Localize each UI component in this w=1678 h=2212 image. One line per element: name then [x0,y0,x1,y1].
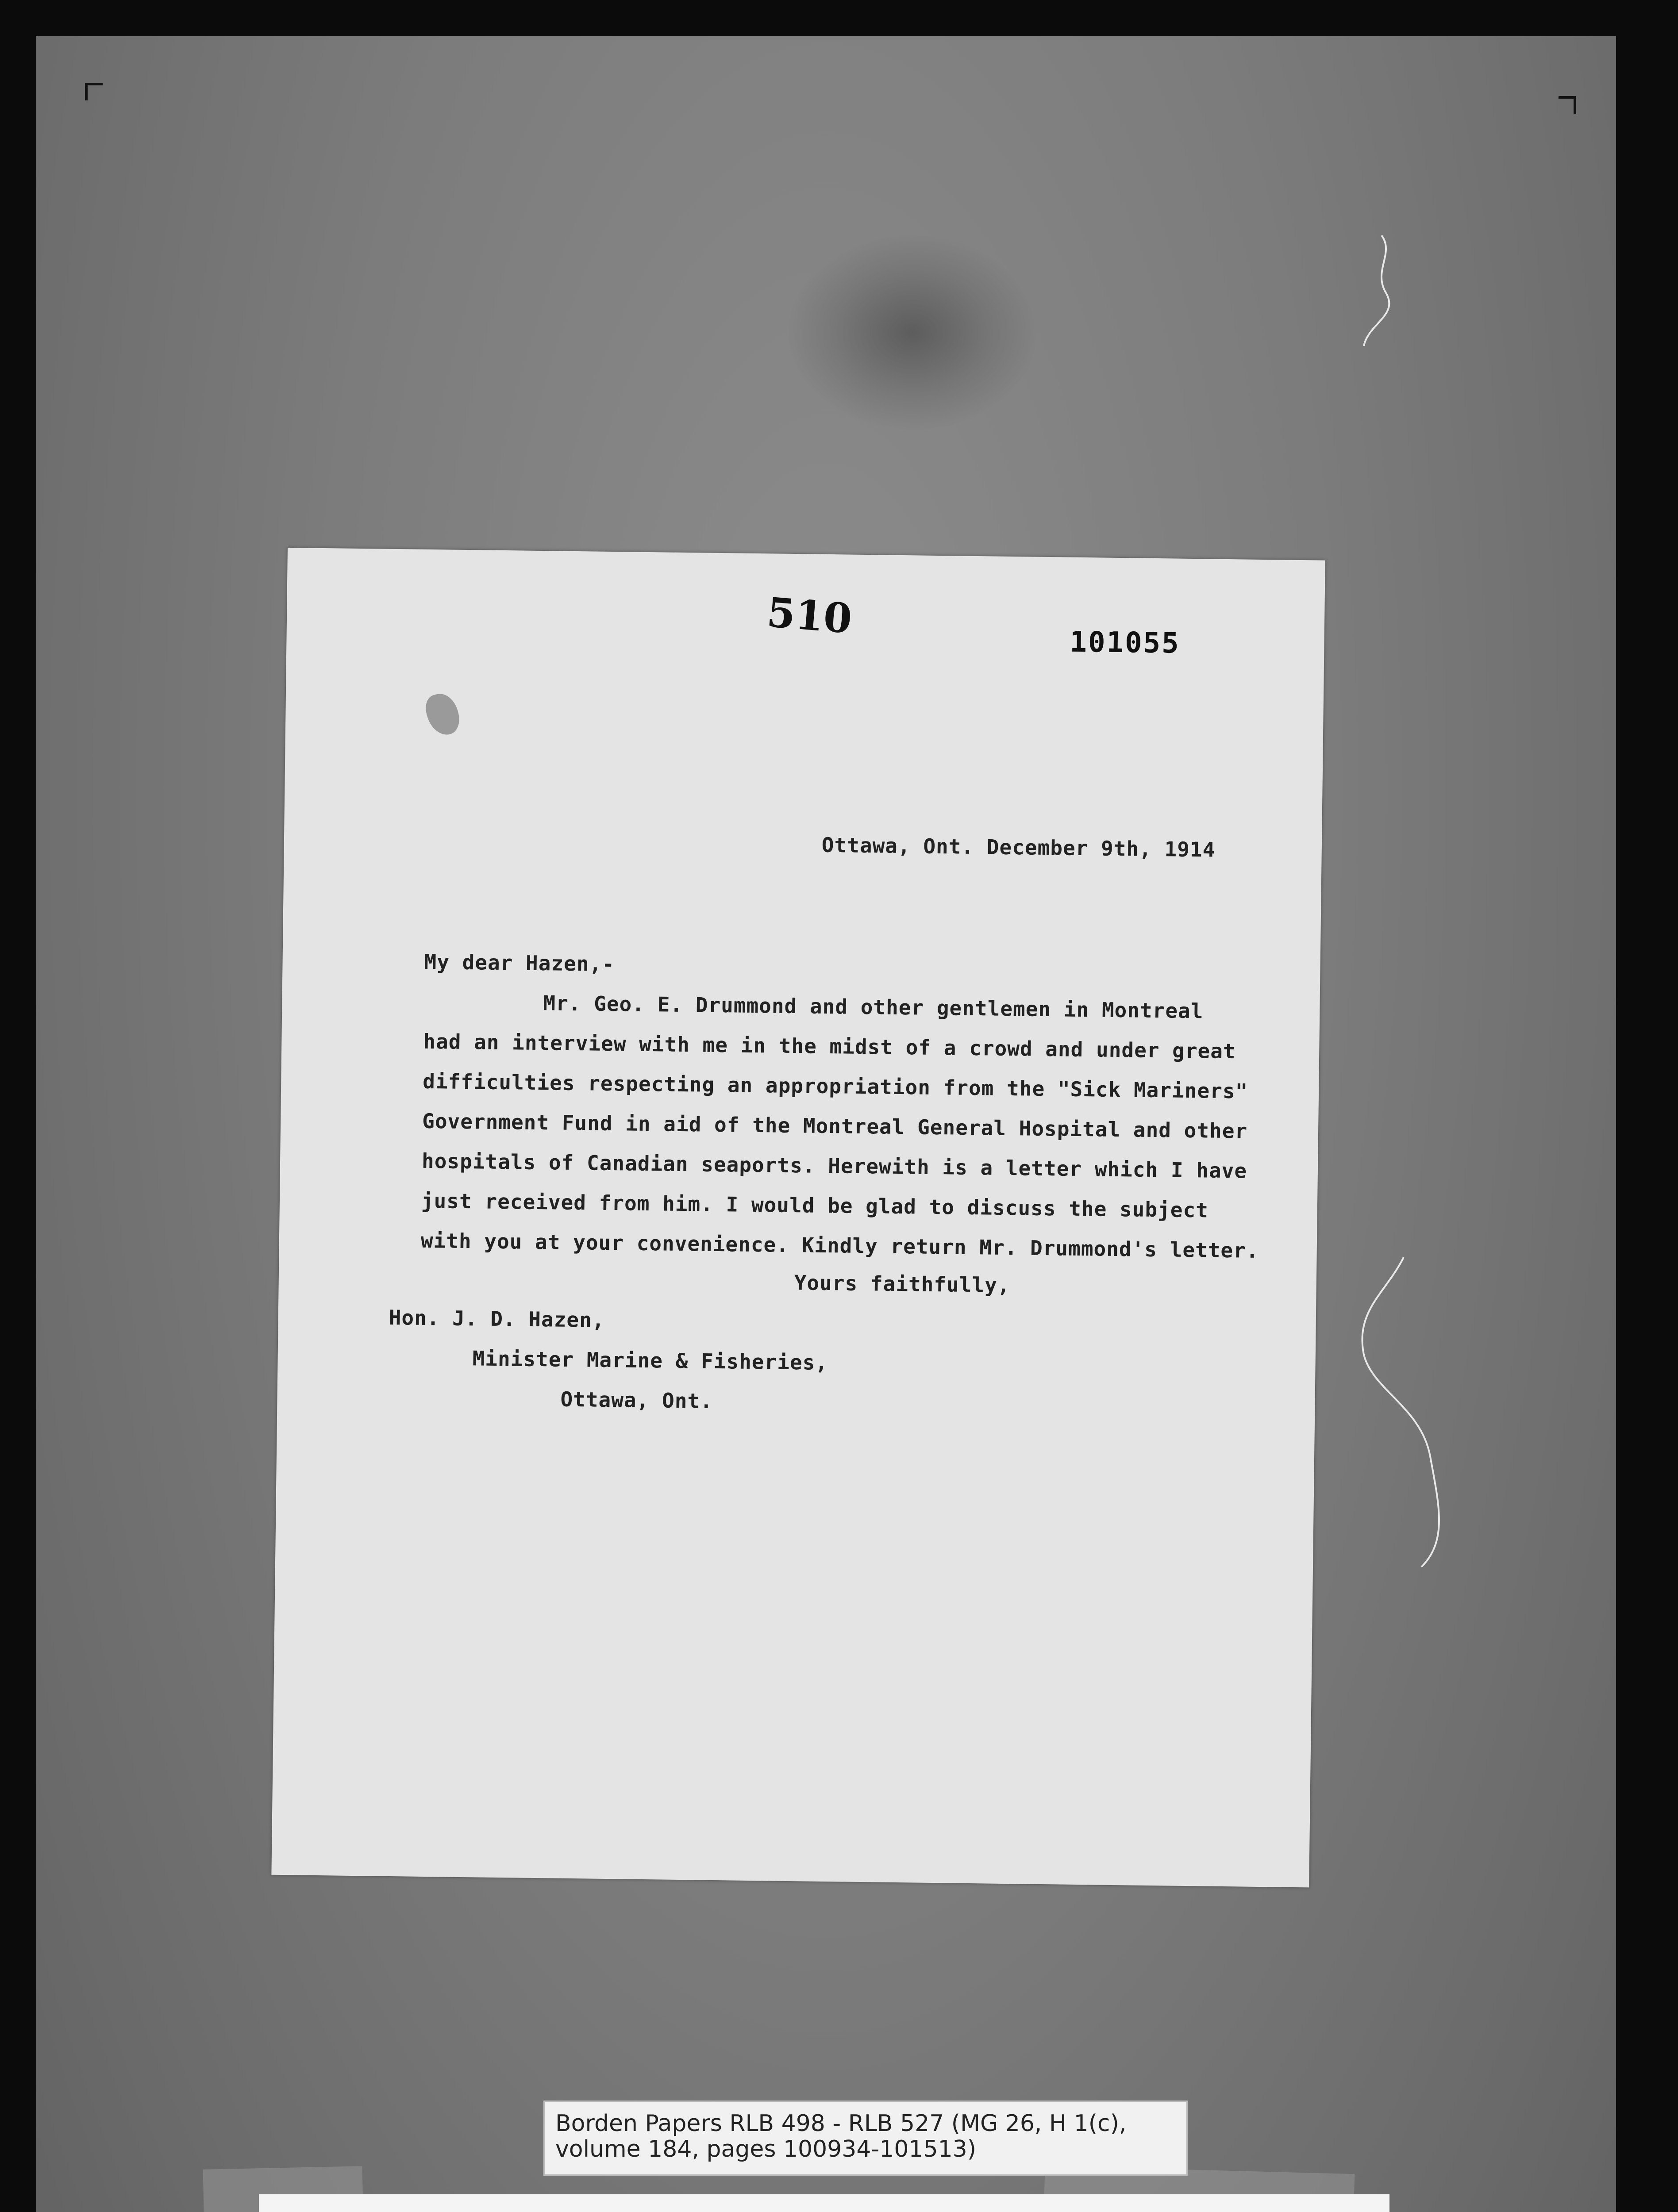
body-line: with you at your convenience. Kindly return Mr. Drummond's letter. [420,1228,1259,1263]
addressee-line: Minister Marine & Fisheries, [472,1346,828,1375]
mount-smudge [789,235,1036,430]
closing: Yours faithfully, [794,1271,1010,1298]
lint-thread [1355,235,1417,350]
body-line: hospitals of Canadian seaports. Herewith is a letter which I have [421,1148,1247,1183]
body-line: just received from him. I would be glad to discuss the subject [421,1188,1209,1222]
catalog-line: volume 184, pages 100934-101513) [555,2136,977,2162]
body-line: had an interview with me in the midst of a crowd and under great [423,1029,1236,1064]
addressee-line: Hon. J. D. Hazen, [389,1305,605,1332]
body-line: Mr. Geo. E. Drummond and other gentlemen in Montreal [543,991,1204,1023]
catalog-label [543,2101,1188,2176]
salutation: My dear Hazen,- [424,949,615,976]
letter-page [271,548,1325,1887]
archives-card [259,2194,1389,2212]
frame-corner-mark [1559,96,1576,114]
dateline: Ottawa, Ont. December 9th, 1914 [821,833,1216,862]
catalog-line: Borden Papers RLB 498 - RLB 527 (MG 26, H 1(c), [555,2110,1127,2137]
body-line: Government Fund in aid of the Montreal General Hospital and other [422,1109,1248,1143]
frame-corner-mark [85,83,103,100]
addressee-line: Ottawa, Ont. [560,1387,713,1413]
paper-tear [423,690,463,738]
body-line: difficulties respecting an appropriation from the "Sick Mariners" [422,1069,1248,1103]
handwritten-folio: 510 [765,588,854,643]
page-number-stamp: 101055 [1070,626,1181,660]
lint-thread [1346,1257,1452,1576]
